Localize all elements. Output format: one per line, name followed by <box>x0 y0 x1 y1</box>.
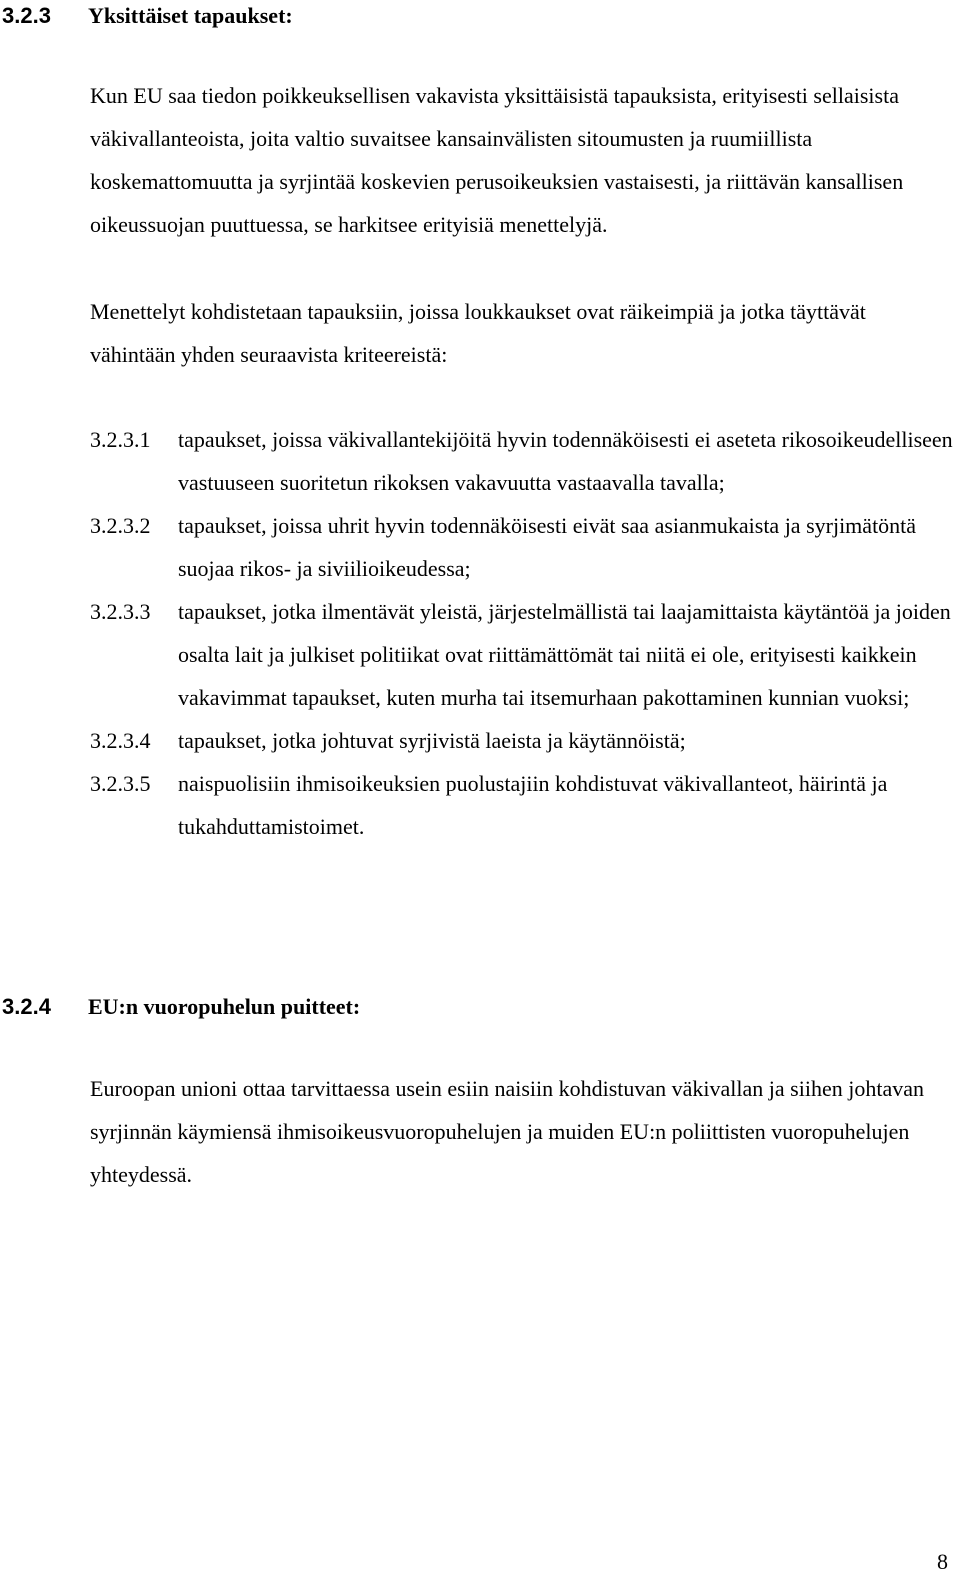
section-number: 3.2.4 <box>2 994 51 1019</box>
list-item-number: 3.2.3.3 <box>90 599 151 624</box>
list-item-text: naispuolisiin ihmisoikeuksien puolustajiin kohdistuvat väkivallanteot, häirintä ja tukahduttamistoimet. <box>178 771 888 839</box>
list-item-number: 3.2.3.1 <box>90 427 151 452</box>
list-item-number: 3.2.3.5 <box>90 771 151 796</box>
section-3-2-3-paragraph-1: Kun EU saa tiedon poikkeuksellisen vakavista yksittäisistä tapauksista, erityisesti sellaisista väkivallanteoista, joita valtio suvaitsee kansainvälisten sitoumusten ja ruumiillista koskemattomuutta ja syrjintää koskevien perusoikeuksien vastaisesti, ja riittävän kansallisen oikeussuojan puuttuessa, se harkitsee erityisiä menettelyjä. <box>90 83 904 237</box>
list-item-text: tapaukset, jotka ilmentävät yleistä, järjestelmällistä tai laajamittaista käytäntöä ja joiden osalta lait ja julkiset politiikat ovat riittämättömät tai niitä ei ole, erityisesti kaikkein vakavimmat tapaukset, kuten murha tai itsemurhaan pakottaminen kunnian vuoksi; <box>178 599 951 710</box>
section-3-2-3-heading <box>2 0 293 37</box>
section-title: EU:n vuoropuhelun puitteet: <box>88 994 361 1019</box>
section-number: 3.2.3 <box>2 3 51 28</box>
list-item-text: tapaukset, jotka johtuvat syrjivistä laeista ja käytännöistä; <box>178 728 686 753</box>
list-item-number: 3.2.3.4 <box>90 728 151 753</box>
list-item <box>90 762 956 848</box>
list-item <box>90 504 956 590</box>
list-item <box>90 719 956 762</box>
section-title: Yksittäiset tapaukset: <box>88 3 293 28</box>
list-item-number: 3.2.3.2 <box>90 513 151 538</box>
list-item <box>90 590 956 719</box>
criteria-list <box>90 418 956 848</box>
list-item <box>90 418 956 504</box>
list-item-text: tapaukset, joissa väkivallantekijöitä hyvin todennäköisesti ei aseteta rikosoikeudelliseen vastuuseen suoritetun rikoksen vakavuutta vastaavalla tavalla; <box>178 427 953 495</box>
list-item-text: tapaukset, joissa uhrit hyvin todennäköisesti eivät saa asianmukaista ja syrjimätöntä suojaa rikos- ja siviilioikeudessa; <box>178 513 917 581</box>
page-number: 8 <box>937 1549 948 1574</box>
section-3-2-4-paragraph-1: Euroopan unioni ottaa tarvittaessa usein esiin naisiin kohdistuvan väkivallan ja siihen johtavan syrjinnän käymiensä ihmisoikeusvuoropuhelujen ja muiden EU:n poliittisten vuoropuhelujen yhteydessä. <box>90 1076 924 1187</box>
section-3-2-4-heading <box>2 985 360 1028</box>
section-3-2-3-paragraph-2: Menettelyt kohdistetaan tapauksiin, joissa loukkaukset ovat räikeimpiä ja jotka täyttävät vähintään yhden seuraavista kriteereistä: <box>90 299 866 367</box>
